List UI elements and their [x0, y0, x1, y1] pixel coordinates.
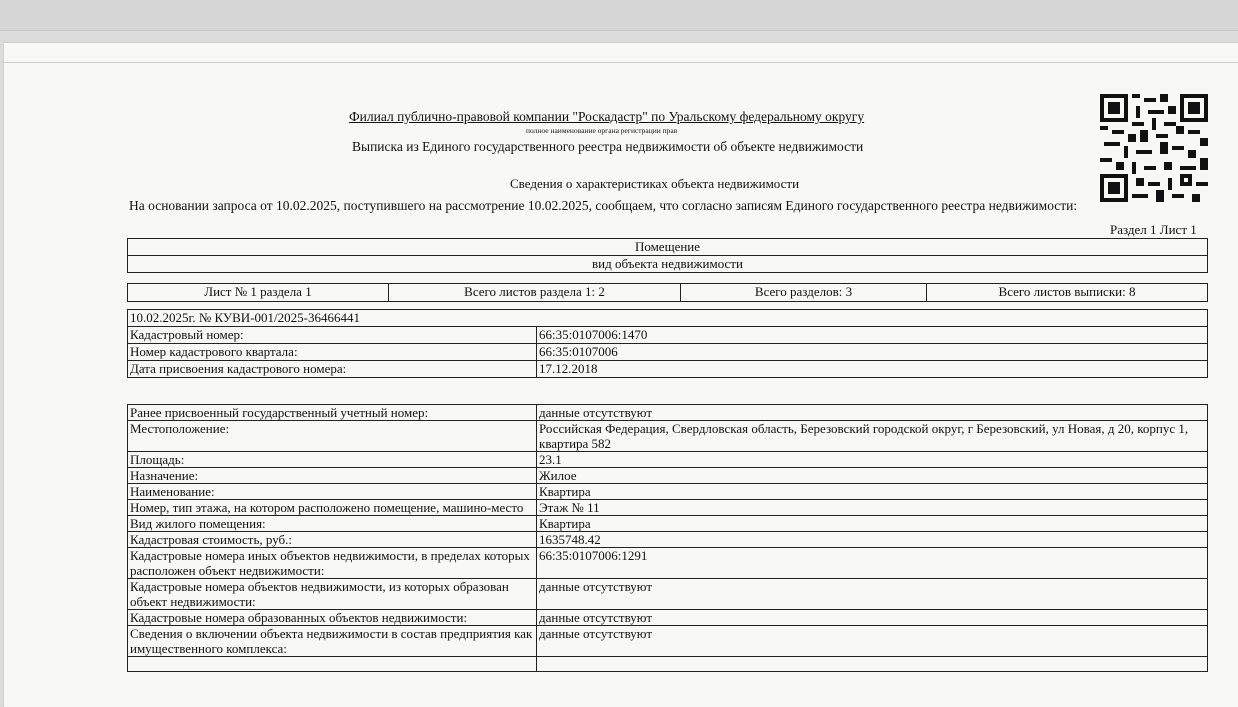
field-value: данные отсутствуют	[537, 405, 1208, 421]
field-value: 17.12.2018	[537, 361, 1208, 378]
organization-name: Филиал публично-правовой компании "Роскадастр" по Уральскому федеральному округу	[349, 109, 865, 124]
table-row	[128, 579, 1208, 610]
field-value: Квартира	[537, 484, 1208, 500]
extract-sheet-total: Всего листов выписки: 8	[927, 284, 1208, 302]
field-value: данные отсутствуют	[537, 610, 1208, 626]
field-label: Номер, тип этажа, на котором расположено помещение, машино-место	[128, 500, 537, 516]
field-value: Российская Федерация, Свердловская область, Березовский городской округ, г Березовский, ул Новая, д 20, корпус 1, квартира 582	[537, 421, 1208, 452]
sections-total: Всего разделов: 3	[681, 284, 927, 302]
object-type: Помещение	[128, 239, 1208, 256]
info-title: Сведения о характеристиках объекта недвижимости	[510, 176, 800, 191]
field-value: 66:35:0107006:1470	[537, 327, 1208, 344]
table-row	[128, 344, 1208, 361]
page-divider	[4, 62, 1238, 63]
table-row	[128, 484, 1208, 500]
field-value: данные отсутствуют	[537, 626, 1208, 657]
field-label: Сведения о включении объекта недвижимости в состав предприятия как имущественного комплекса:	[128, 626, 537, 657]
field-value: Этаж № 11	[537, 500, 1208, 516]
field-label: Кадастровые номера объектов недвижимости, из которых образован объект недвижимости:	[128, 579, 537, 610]
field-label: Местоположение:	[128, 421, 537, 452]
table-row	[128, 327, 1208, 344]
table-row	[128, 405, 1208, 421]
field-value: Квартира	[537, 516, 1208, 532]
sheet-number: Лист № 1 раздела 1	[128, 284, 389, 302]
field-label: Ранее присвоенный государственный учетный номер:	[128, 405, 537, 421]
table-row	[128, 532, 1208, 548]
section-label: Раздел 1 Лист 1	[1110, 222, 1197, 237]
field-value: 66:35:0107006	[537, 344, 1208, 361]
table-row	[128, 361, 1208, 378]
field-value: 23.1	[537, 452, 1208, 468]
table-row	[128, 548, 1208, 579]
field-label: Кадастровые номера иных объектов недвижимости, в пределах которых расположен объект недвижимости:	[128, 548, 537, 579]
field-value: Жилое	[537, 468, 1208, 484]
table-row	[128, 452, 1208, 468]
field-label: Вид жилого помещения:	[128, 516, 537, 532]
field-value: 1635748.42	[537, 532, 1208, 548]
field-label: Кадастровая стоимость, руб.:	[128, 532, 537, 548]
field-label: Наименование:	[128, 484, 537, 500]
object-type-table	[127, 238, 1208, 273]
field-value	[537, 657, 1208, 672]
field-label: Кадастровые номера образованных объектов недвижимости:	[128, 610, 537, 626]
table-row	[128, 657, 1208, 672]
section-sheet-total: Всего листов раздела 1: 2	[389, 284, 681, 302]
table-row	[128, 468, 1208, 484]
table-row	[128, 516, 1208, 532]
table-row	[128, 610, 1208, 626]
table-row	[128, 421, 1208, 452]
field-label: Номер кадастрового квартала:	[128, 344, 537, 361]
field-label: Кадастровый номер:	[128, 327, 537, 344]
viewer-top-strip	[0, 0, 1238, 31]
document-title: Выписка из Единого государственного реестра недвижимости об объекте недвижимости	[352, 139, 864, 154]
organization-caption: полное наименование органа регистрации прав	[526, 126, 678, 135]
qr-code-icon	[1100, 94, 1208, 202]
object-type-caption: вид объекта недвижимости	[128, 256, 1208, 273]
field-value: данные отсутствуют	[537, 579, 1208, 610]
basis-text: На основании запроса от 10.02.2025, поступившего на рассмотрение 10.02.2025, сообщаем, что согласно записям Единого государственного реестра недвижимости:	[129, 198, 1078, 213]
field-label: Дата присвоения кадастрового номера:	[128, 361, 537, 378]
field-label: Площадь:	[128, 452, 537, 468]
sheet-info-table	[127, 283, 1208, 302]
request-reference: 10.02.2025г. № КУВИ-001/2025-36466441	[128, 310, 1208, 327]
table-row	[128, 626, 1208, 657]
field-label	[128, 657, 537, 672]
field-label: Назначение:	[128, 468, 537, 484]
table-row	[128, 500, 1208, 516]
field-value: 66:35:0107006:1291	[537, 548, 1208, 579]
identification-table	[127, 309, 1208, 378]
properties-table	[127, 404, 1208, 672]
